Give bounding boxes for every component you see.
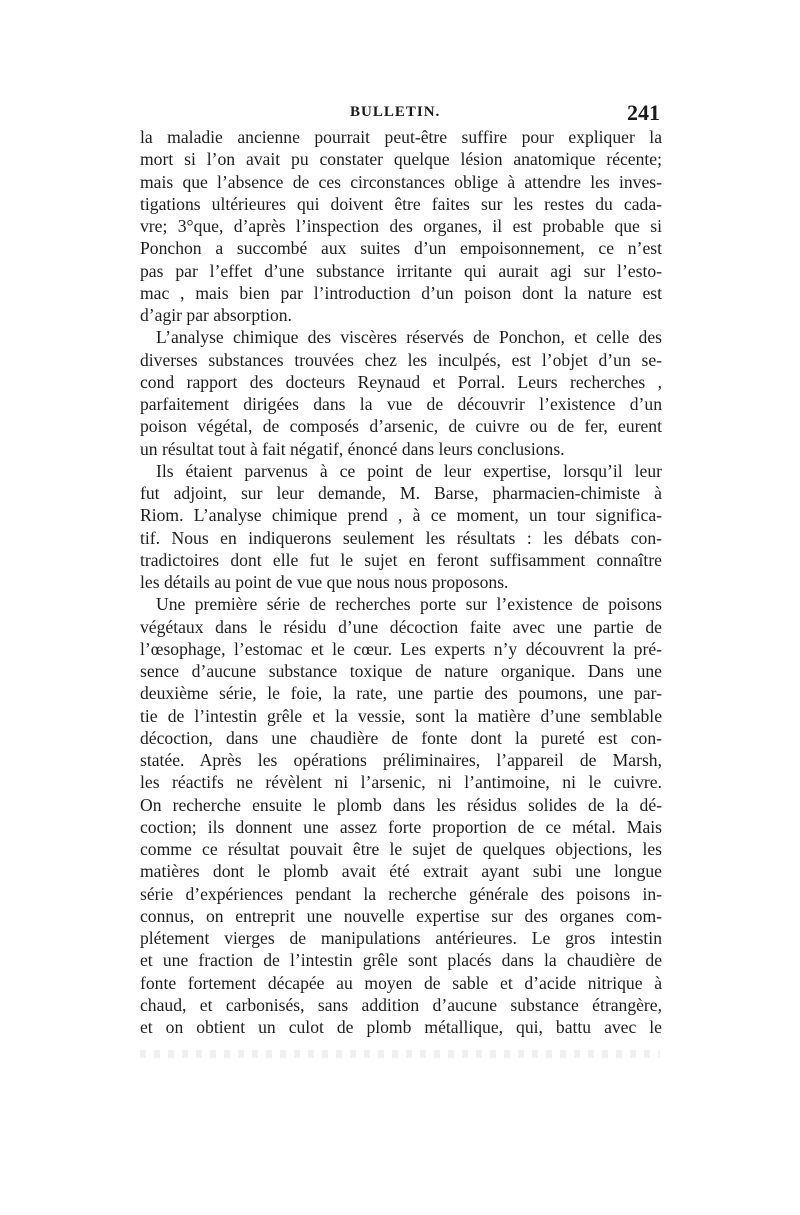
text-line: poison végétal, de composés d’arsenic, de cuivre ou de fer, eurent — [140, 416, 662, 437]
text-line: tigations ultérieures qui doivent être faites sur les restes du cada- — [140, 193, 662, 214]
paragraph-start-line: Une première série de recherches porte sur l’existence de poisons — [156, 594, 662, 615]
text-line: tradictoires dont elle fut le sujet en feront suffisamment connaître — [140, 549, 662, 570]
text-line: la maladie ancienne pourrait peut-être suffire pour expliquer la — [140, 127, 662, 147]
text-line: statée. Après les opérations préliminaires, l’appareil de Marsh, — [140, 750, 662, 770]
text-line: connus, on entreprit une nouvelle expertise sur des organes com- — [140, 905, 662, 926]
running-title: BULLETIN. — [350, 104, 441, 120]
text-line: comme ce résultat pouvait être le sujet de quelques objections, les — [140, 839, 662, 859]
text-line: diverses substances trouvées chez les inculpés, est l’objet d’un se- — [140, 349, 662, 370]
text-line: mais que l’absence de ces circonstances oblige à attendre les inves- — [140, 171, 662, 192]
text-line: mort si l’on avait pu constater quelque lésion anatomique récente; — [140, 149, 662, 170]
paragraph-start-line: L’analyse chimique des viscères réservés de Ponchon, et celle des — [156, 327, 662, 348]
text-line: vre; 3°que, d’après l’inspection des organes, il est probable que si — [140, 216, 662, 236]
text-line: plétement vierges de manipulations antérieures. Le gros intestin — [140, 928, 662, 948]
text-line: cond rapport des docteurs Reynaud et Porral. Leurs recherches , — [140, 371, 662, 392]
text-line: d’agir par absorption. — [140, 305, 292, 325]
text-line: Ponchon a succombé aux suites d’un empoisonnement, ce n’est — [140, 238, 662, 259]
text-line: et on obtient un culot de plomb métallique, qui, battu avec le — [140, 1017, 662, 1037]
text-line: l’œsophage, l’estomac et le cœur. Les experts n’y découvrent la pré- — [140, 638, 662, 659]
text-line: décoction, dans une chaudière de fonte dont la pureté est con- — [140, 727, 662, 748]
text-line: fonte fortement décapée au moyen de sable et d’acide nitrique à — [140, 972, 662, 993]
running-head — [140, 100, 660, 126]
text-line: parfaitement dirigées dans la vue de découvrir l’existence d’un — [140, 394, 662, 414]
text-line: matières dont le plomb avait été extrait ayant subi une longue — [140, 861, 662, 882]
paragraph-start-line: Ils étaient parvenus à ce point de leur expertise, lorsqu’il leur — [156, 460, 662, 481]
body-text — [140, 126, 662, 1038]
text-line: On recherche ensuite le plomb dans les résidus solides de la dé- — [140, 794, 662, 815]
text-line: les détails au point de vue que nous nous proposons. — [140, 572, 509, 592]
text-line: deuxième série, le foie, la rate, une partie des poumons, une par- — [140, 683, 662, 704]
text-line: tif. Nous en indiquerons seulement les résultats : les débats con- — [140, 527, 662, 548]
text-line: fut adjoint, sur leur demande, M. Barse, pharmacien-chimiste à — [140, 483, 662, 503]
text-line: les réactifs ne révèlent ni l’arsenic, ni l’antimoine, ni le cuivre. — [140, 772, 662, 793]
text-line: sence d’aucune substance toxique de nature organique. Dans une — [140, 661, 662, 681]
text-line: chaud, et carbonisés, sans addition d’aucune substance étrangère, — [140, 994, 662, 1015]
text-line: coction; ils donnent une assez forte proportion de ce métal. Mais — [140, 816, 662, 837]
text-line: série d’expériences pendant la recherche générale des poisons in- — [140, 883, 662, 904]
text-line: tie de l’intestin grêle et la vessie, sont la matière d’une semblable — [140, 705, 662, 726]
text-line: et une fraction de l’intestin grêle sont placés dans la chaudière de — [140, 950, 662, 971]
page-number: 241 — [627, 100, 660, 125]
text-line: un résultat tout à fait négatif, énoncé dans leurs conclusions. — [140, 438, 565, 459]
text-line: végétaux dans le résidu d’une décoction faite avec une partie de — [140, 616, 662, 637]
text-line: mac , mais bien par l’introduction d’un poison dont la nature est — [140, 282, 662, 303]
text-line: pas par l’effet d’une substance irritante qui aurait agi sur l’esto- — [140, 260, 662, 281]
bleed-through-text — [140, 1050, 660, 1058]
text-line: Riom. L’analyse chimique prend , à ce moment, un tour significa- — [140, 505, 662, 526]
